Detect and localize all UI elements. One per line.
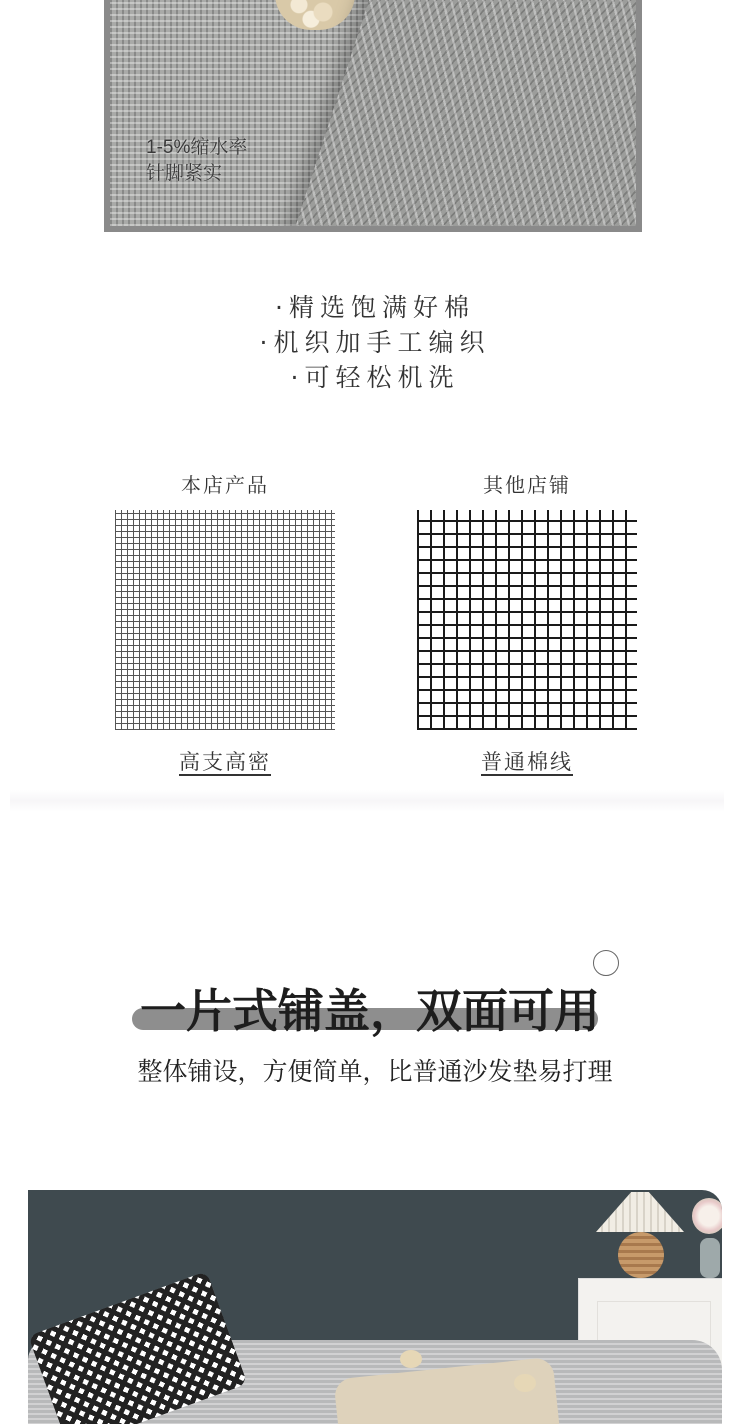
- feature-item-cotton: ·精选饱满好棉: [275, 293, 475, 322]
- ordinary-cotton-label: 普通棉线: [481, 750, 573, 774]
- fabric-texture: [110, 0, 636, 226]
- living-room-photo: [28, 1190, 722, 1424]
- high-density-grid-swatch: [115, 510, 335, 730]
- flower-bouquet: [692, 1198, 722, 1234]
- fabric-drape: [278, 0, 636, 226]
- feature-item-washable: ·可轻松机洗: [290, 363, 460, 392]
- table-lamp-base: [618, 1232, 664, 1278]
- glass-vase: [700, 1238, 720, 1278]
- shrink-rate-caption: 1-5%缩水率: [146, 137, 248, 158]
- pillow-tassel: [514, 1374, 536, 1392]
- section-subheading: 整体铺设，方便简单，比普通沙发垫易打理: [137, 1057, 613, 1086]
- fabric-closeup-photo: [104, 0, 642, 232]
- ordinary-cotton-grid-swatch: [417, 510, 637, 730]
- section-heading: 一片式铺盖，双面可用: [140, 984, 600, 1038]
- dried-flower-decoration: [275, 0, 355, 30]
- other-store-title: 其他店铺: [483, 473, 571, 497]
- table-lamp-shade: [596, 1192, 684, 1232]
- feature-item-weaving: ·机织加手工编织: [259, 328, 491, 357]
- section-divider: [10, 790, 724, 812]
- high-density-label: 高支高密: [179, 750, 271, 774]
- our-product-title: 本店产品: [181, 473, 269, 497]
- stitch-caption: 针脚紧实: [146, 163, 223, 184]
- pillow-tassel: [400, 1350, 422, 1368]
- circle-decoration: [593, 950, 619, 976]
